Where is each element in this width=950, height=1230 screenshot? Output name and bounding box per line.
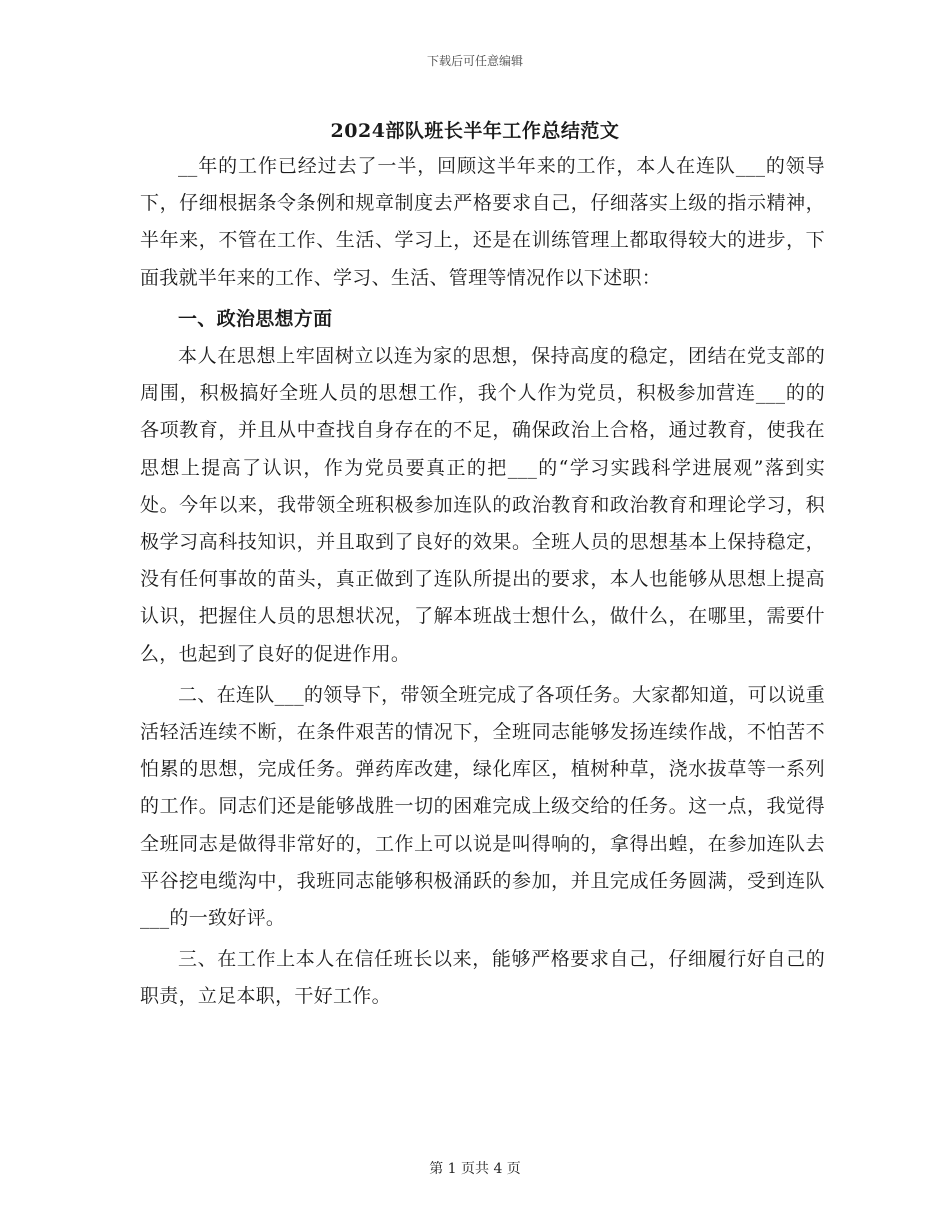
paragraph-tasks: 二、在连队___的领导下，带领全班完成了各项任务。大家都知道，可以说重活轻活连续不断，在条件艰苦的情况下，全班同志能够发扬连续作战，不怕苦不怕累的思想，完成任务。弹药库改建，绿化库区，植树种草，浇水拔草等一系列的工作。同志们还是能够战胜一切的困难完成上级交给的任务。这一点，我觉得全班同志是做得非常好的，工作上可以说是叫得响的，拿得出蝗，在参加连队去平谷挖电缆沟中，我班同志能够积极涌跃的参加，并且完成任务圆满，受到连队___的一致好评。 — [140, 683, 826, 930]
paragraph-intro: __年的工作已经过去了一半，回顾这半年来的工作，本人在连队___的领导下，仔细根据条令条例和规章制度去严格要求自己，仔细落实上级的指示精神，半年来，不管在工作、生活、学习上，还是在训练管理上都取得较大的进步，下面我就半年来的工作、学习、生活、管理等情况作以下述职： — [140, 155, 825, 289]
document-body — [140, 148, 825, 1020]
paragraph-work: 三、在工作上本人在信任班长以来，能够严格要求自己，仔细履行好自己的职责，立足本职，干好工作。 — [140, 948, 825, 1008]
document-title: 2024部队班长半年工作总结范文 — [330, 120, 620, 142]
paragraph-political: 本人在思想上牢固树立以连为家的思想，保持高度的稳定，团结在党支部的周围，积极搞好全班人员的思想工作，我个人作为党员，积极参加营连___的的各项教育，并且从中查找自身存在的不足，确保政治上合格，通过教育，使我在思想上提高了认识，作为党员要真正的把___的“学习实践科学进展观”落到实处。今年以来，我带领全班积极参加连队的政治教育和政治教育和理论学习，积极学习高科技知识，并且取到了良好的效果。全班人员的思想基本上保持稳定，没有任何事故的苗头，真正做到了连队所提出的要求，本人也能够从思想上提高认识，把握住人员的思想状况，了解本班战士想什么，做什么，在哪里，需要什么，也起到了良好的促进作用。 — [140, 345, 825, 665]
section-heading-political: 一、政治思想方面 — [178, 307, 333, 330]
header-note: 下载后可任意编辑 — [426, 54, 523, 68]
page-indicator: 第 1 页共 4 页 — [429, 1161, 521, 1177]
